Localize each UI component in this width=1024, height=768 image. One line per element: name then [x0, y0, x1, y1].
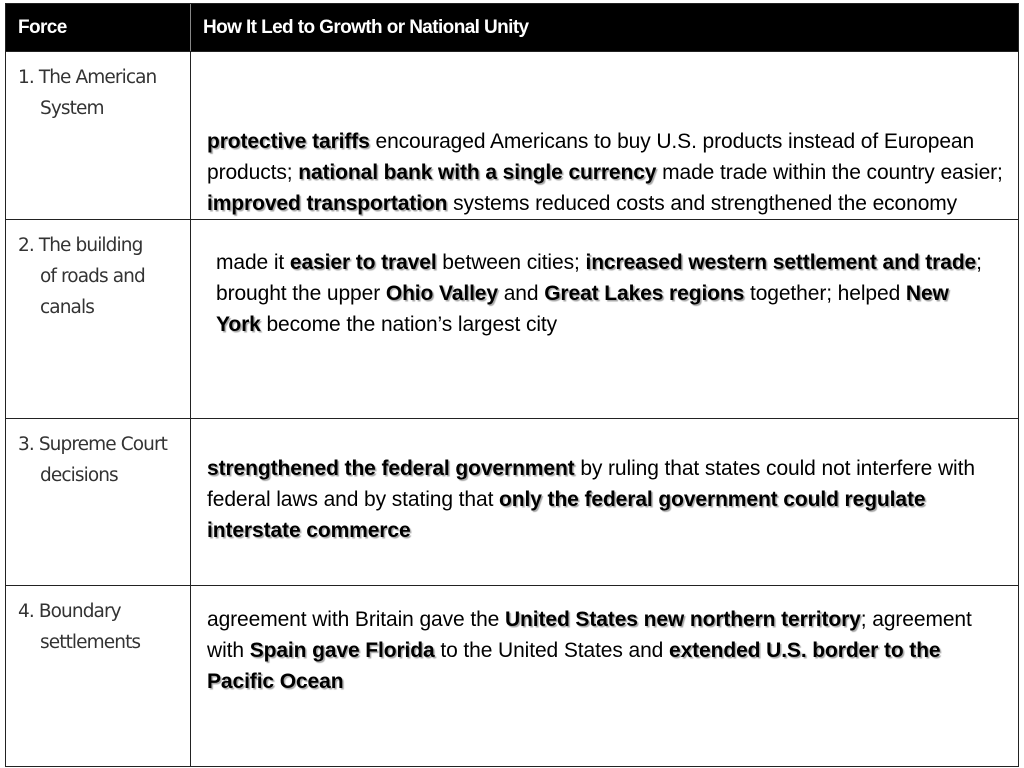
description-text: systems reduced costs and strengthened the economy	[447, 192, 958, 215]
description-text: agreement with Britain gave the	[207, 608, 505, 631]
key-phrase: protective tariffs	[207, 130, 370, 153]
key-phrase: New York	[216, 282, 949, 336]
key-phrase: increased western settlement and trade	[585, 251, 977, 274]
description-text: made trade within the country easier;	[656, 161, 1003, 184]
key-phrase: Great Lakes regions	[544, 282, 745, 305]
description-text: made it	[216, 251, 290, 274]
description-cell	[191, 419, 1018, 585]
key-phrase: only the federal government could regulate interstate commerce	[207, 488, 926, 542]
description-text: ; brought the upper	[216, 251, 982, 305]
force-label-line: 1. The American	[18, 67, 157, 88]
description-cell	[191, 52, 1018, 219]
table-row	[6, 220, 1018, 419]
key-phrase: strengthened the federal government	[207, 457, 575, 480]
table-header-row	[6, 4, 1018, 52]
description-cell	[191, 586, 1018, 766]
description-text: to the United States and	[434, 639, 669, 662]
description-text: together; helped	[744, 282, 906, 305]
key-phrase: Ohio Valley	[385, 282, 498, 305]
force-cell	[6, 52, 191, 219]
force-cell	[6, 586, 191, 766]
force-label-line: of roads and	[40, 266, 145, 287]
description-text: ; agreement with	[207, 608, 972, 662]
table-row	[6, 586, 1018, 766]
force-label-line: decisions	[40, 465, 118, 486]
key-phrase: Spain gave Florida	[249, 639, 435, 662]
description-text: encouraged Americans to buy U.S. products instead of European products;	[207, 130, 975, 184]
header-growth-unity: How It Led to Growth or National Unity	[203, 17, 529, 38]
forces-table	[5, 3, 1019, 767]
key-phrase: extended U.S. border to the Pacific Ocean	[207, 639, 941, 693]
description-text: and	[497, 282, 545, 305]
key-phrase: improved transportation	[207, 192, 448, 215]
key-phrase: national bank with a single currency	[298, 161, 657, 184]
force-label-line: System	[40, 98, 104, 119]
description-text: between cities;	[436, 251, 586, 274]
table-row	[6, 419, 1018, 586]
description-text: by ruling that states could not interfere with federal laws and by stating that	[207, 457, 975, 511]
table-row	[6, 52, 1018, 220]
force-label-line: canals	[40, 297, 94, 318]
key-phrase: easier to travel	[289, 251, 437, 274]
force-cell	[6, 220, 191, 418]
force-label-line: 2. The building	[18, 235, 143, 256]
force-cell	[6, 419, 191, 585]
force-label-line: 3. Supreme Court	[18, 434, 168, 455]
force-label-line: settlements	[40, 632, 141, 653]
description-text: become the nation’s largest city	[260, 313, 558, 336]
header-force: Force	[6, 4, 191, 51]
force-label-line: 4. Boundary	[18, 601, 121, 622]
description-cell	[191, 220, 1018, 418]
key-phrase: United States new northern territory	[504, 608, 861, 631]
